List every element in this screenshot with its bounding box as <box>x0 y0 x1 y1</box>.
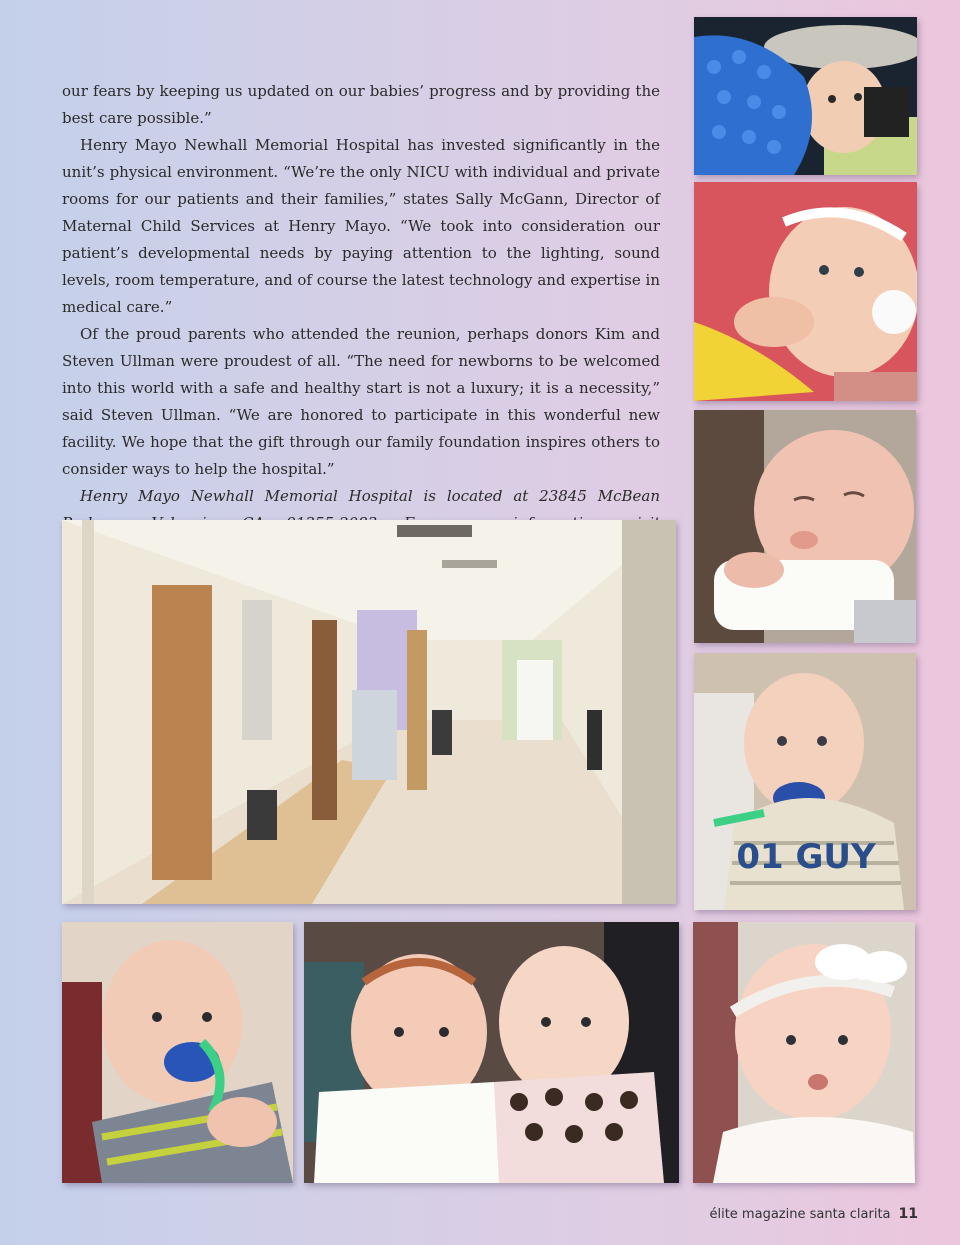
page-footer <box>709 1206 918 1222</box>
article-paragraph: our fears by keeping us updated on our babies’ progress and by providing the best care possible.” <box>62 82 660 127</box>
photo-baby-car-seat <box>694 17 917 175</box>
photo-baby-blue-pacifier <box>62 922 293 1183</box>
photo-twin-babies <box>304 922 679 1183</box>
photo-baby-white-bow <box>693 922 915 1183</box>
bib-text: 01 GUY <box>736 837 876 877</box>
magazine-name: élite magazine santa clarita <box>709 1207 891 1222</box>
photo-baby-pacifier-bib <box>694 653 916 910</box>
article-paragraph: Of the proud parents who attended the reunion, perhaps donors Kim and Steven Ullman were proudest of all. “The need for newborns to be welcomed into this world with a safe and healthy start is not a luxury; it is a necessity,” said Steven Ullman. “We are honored to participate in this wonderful new facility. We hope that the gift through our family foundation inspires others to consider ways to help the hospital.” <box>62 325 660 478</box>
closing-text: Henry Mayo Newhall Memorial Hospital is located at 23845 McBean <box>80 487 660 505</box>
page-number: 11 <box>898 1206 918 1222</box>
article-text <box>62 78 660 564</box>
article-paragraph: Henry Mayo Newhall Memorial Hospital has invested significantly in the unit’s physical environment. “We’re the only NICU with individual and private rooms for our patients and their families,” states Sally McGann, Director of Maternal Child Services at Henry Mayo. “We took into consideration our patient’s developmental needs by paying attention to the lighting, sound levels, room temperature, and of course the latest technology and expertise in medical care.” <box>62 136 660 316</box>
photo-nicu-hallway <box>62 520 676 904</box>
photo-baby-hand-mouth <box>694 182 917 401</box>
photo-sleeping-baby <box>694 410 916 643</box>
